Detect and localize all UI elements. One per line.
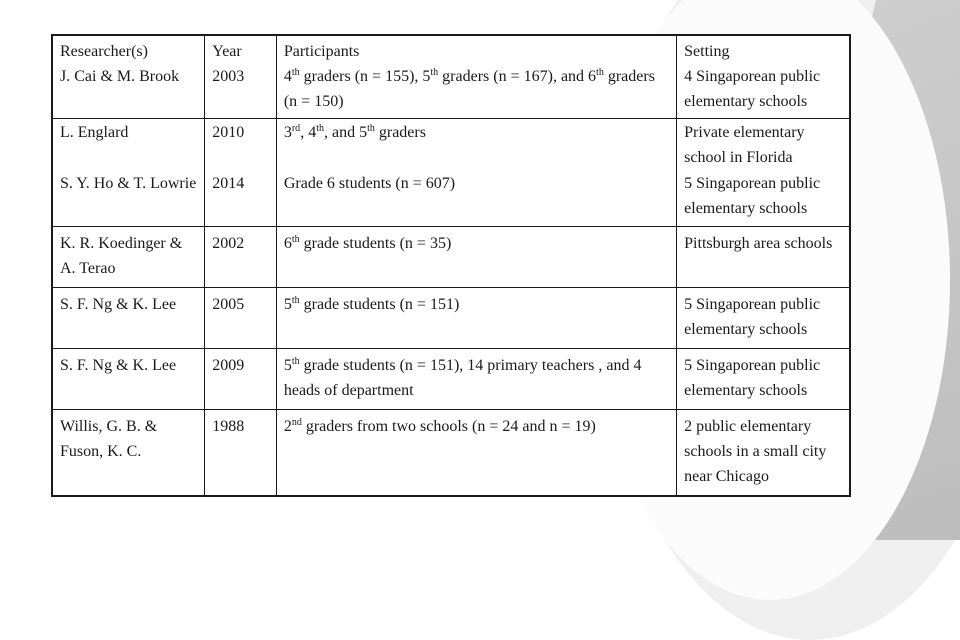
participants-cell (276, 35, 676, 119)
ordinal-suffix: th (316, 123, 324, 134)
year-value: 2009 (212, 357, 245, 374)
participants-cell (276, 349, 676, 410)
table-row (52, 410, 850, 497)
year-cell (205, 119, 277, 171)
participants-cell (276, 119, 676, 171)
researcher-cell (52, 35, 205, 119)
year-value: 2014 (212, 175, 245, 192)
header-setting: Setting (684, 43, 730, 60)
setting-text: 5 Singaporean public elementary schools (684, 175, 821, 217)
ordinal-suffix: th (291, 295, 300, 306)
table-row (52, 35, 850, 119)
participants-text: 3rd, 4th, and 5th graders (283, 123, 426, 141)
ordinal-suffix: th (367, 123, 375, 134)
setting-cell (677, 349, 850, 410)
participants-text: Grade 6 students (n = 607) (283, 175, 456, 192)
participants-text: 6th grade students (n = 35) (283, 234, 452, 252)
setting-cell (677, 288, 850, 349)
ordinal-suffix: th (291, 67, 300, 78)
setting-cell (677, 35, 850, 119)
table-row (52, 170, 850, 227)
setting-text: 4 Singaporean public elementary schools (684, 68, 821, 110)
setting-cell (677, 227, 850, 288)
year-value: 1988 (212, 418, 245, 435)
participants-cell (276, 288, 676, 349)
ordinal-suffix: th (430, 67, 439, 78)
table-row (52, 119, 850, 171)
ordinal-suffix: th (596, 67, 604, 78)
participants-cell (276, 170, 676, 227)
table-row (52, 288, 850, 349)
year-value: 2003 (212, 68, 245, 85)
participants-text: 5th grade students (n = 151) (283, 295, 460, 313)
year-cell (205, 35, 277, 119)
research-table (51, 34, 851, 497)
research-table-container (51, 34, 851, 497)
header-participants: Participants (283, 43, 360, 60)
setting-text: 2 public elementary schools in a small city near Chicago (684, 418, 827, 485)
researcher-name: S. Y. Ho & T. Lowrie (60, 175, 197, 192)
researcher-name: L. Englard (60, 124, 129, 141)
participants-text: 4th graders (n = 155), 5th graders (n = 167), and 6th graders (n = 150) (283, 67, 655, 110)
year-value: 2005 (212, 296, 245, 313)
researcher-cell (52, 170, 205, 227)
setting-cell (677, 170, 850, 227)
researcher-name: Willis, G. B. & Fuson, K. C. (60, 418, 158, 460)
researcher-cell (52, 119, 205, 171)
year-value: 2002 (212, 235, 245, 252)
header-year: Year (212, 43, 242, 60)
setting-cell (677, 410, 850, 497)
setting-text: 5 Singaporean public elementary schools (684, 357, 821, 399)
setting-text: Pittsburgh area schools (684, 235, 833, 252)
participants-cell (276, 410, 676, 497)
header-researcher: Researcher(s) (60, 43, 148, 60)
year-cell (205, 170, 277, 227)
researcher-cell (52, 227, 205, 288)
year-value: 2010 (212, 124, 245, 141)
researcher-name: J. Cai & M. Brook (60, 68, 180, 85)
ordinal-suffix: th (291, 234, 300, 245)
researcher-cell (52, 410, 205, 497)
table-row (52, 349, 850, 410)
ordinal-suffix: nd (291, 417, 302, 428)
setting-text: 5 Singaporean public elementary schools (684, 296, 821, 338)
setting-text: Private elementary school in Florida (684, 124, 805, 166)
participants-text: 2nd graders from two schools (n = 24 and n = 19) (283, 417, 596, 435)
researcher-name: S. F. Ng & K. Lee (60, 357, 177, 374)
researcher-cell (52, 288, 205, 349)
table-row (52, 227, 850, 288)
year-cell (205, 288, 277, 349)
year-cell (205, 349, 277, 410)
ordinal-suffix: rd (291, 123, 301, 134)
researcher-cell (52, 349, 205, 410)
ordinal-suffix: th (291, 356, 300, 367)
year-cell (205, 227, 277, 288)
researcher-name: S. F. Ng & K. Lee (60, 296, 177, 313)
year-cell (205, 410, 277, 497)
setting-cell (677, 119, 850, 171)
participants-text: 5th grade students (n = 151), 14 primary teachers , and 4 heads of department (283, 356, 642, 399)
participants-cell (276, 227, 676, 288)
researcher-name: K. R. Koedinger & A. Terao (60, 235, 183, 277)
